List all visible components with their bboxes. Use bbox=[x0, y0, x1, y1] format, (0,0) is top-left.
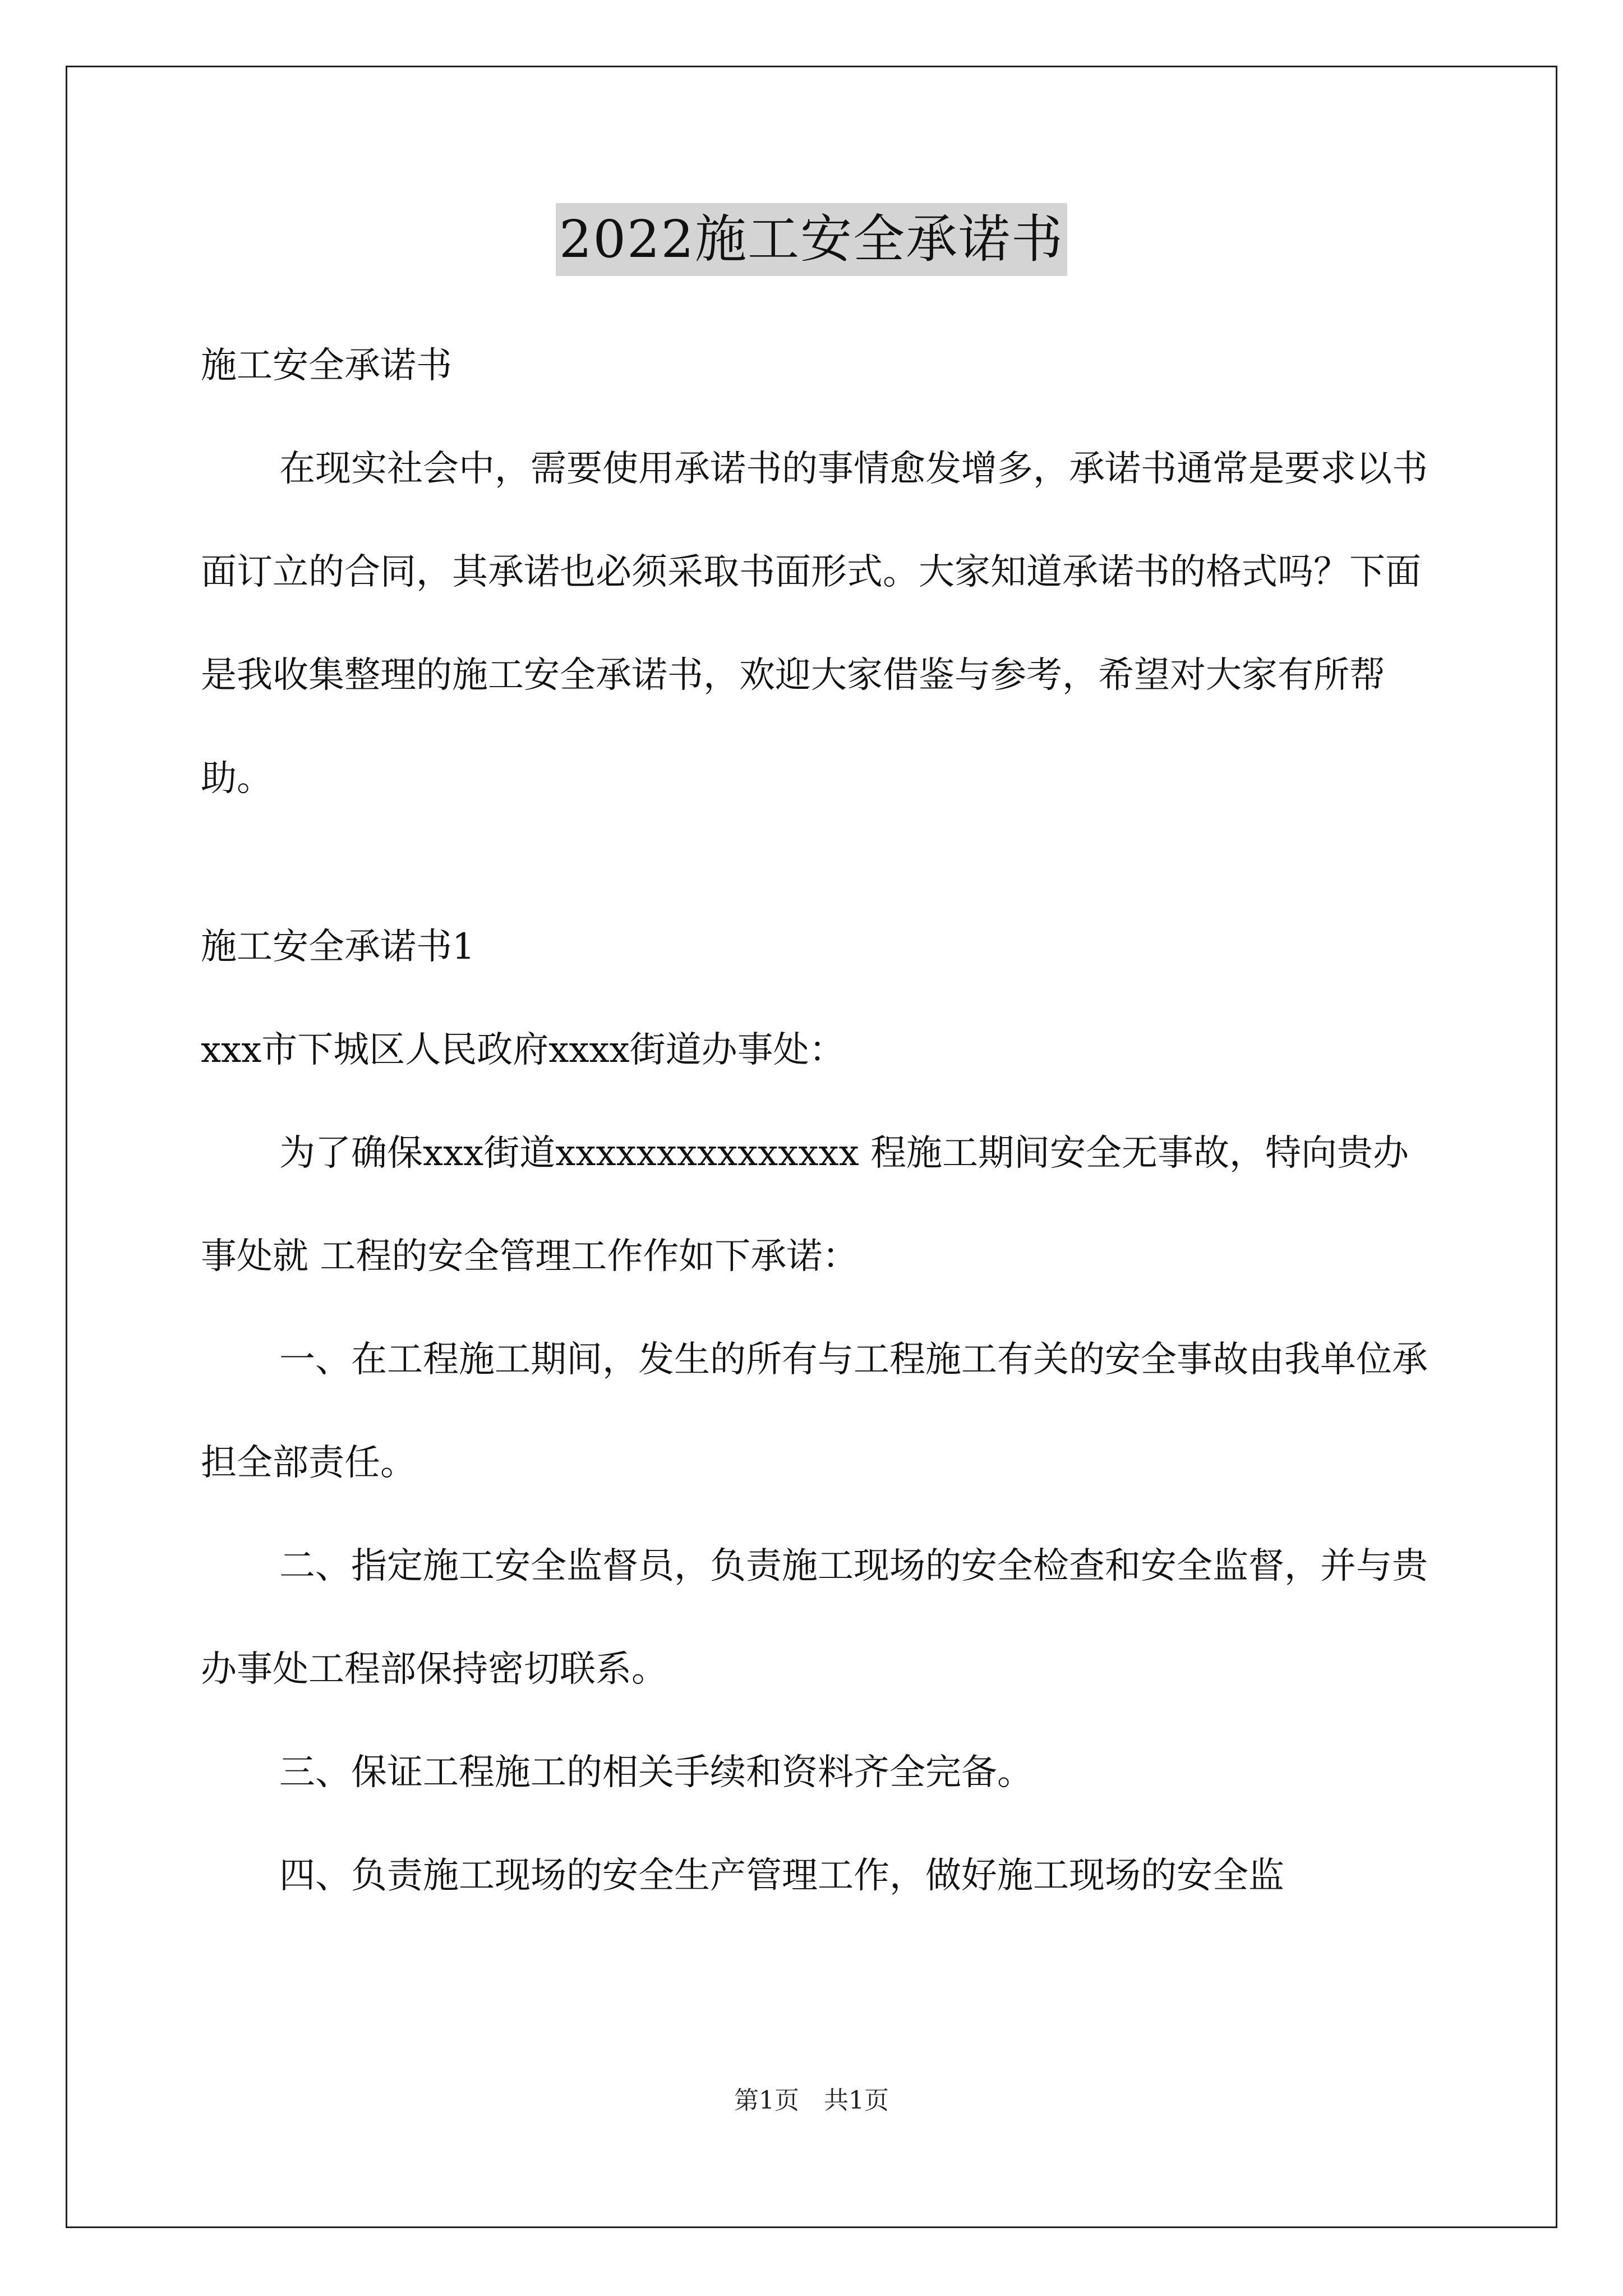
title-container bbox=[0, 203, 1623, 276]
section-heading-1: 施工安全承诺书1 bbox=[201, 926, 475, 968]
addressee-line: xxx市下城区人民政府xxxx街道办事处： bbox=[201, 1029, 845, 1071]
commitment-item-1: 一、在工程施工期间，发生的所有与工程施工有关的安全事故由我单位承担全部责任。 bbox=[201, 1339, 1428, 1484]
commitment-item-2: 二、指定施工安全监督员，负责施工现场的安全检查和安全监督，并与贵办事处工程部保持密切联系。 bbox=[201, 1545, 1428, 1690]
document-body bbox=[201, 314, 1435, 1927]
document-title: 2022施工安全承诺书 bbox=[556, 203, 1067, 276]
paragraph-spacer bbox=[201, 830, 1435, 895]
page-number-footer: 第1页 共1页 bbox=[734, 2086, 889, 2115]
commitment-item-4: 四、负责施工现场的安全生产管理工作，做好施工现场的安全监 bbox=[279, 1855, 1284, 1897]
commitment-item-3: 三、保证工程施工的相关手续和资料齐全完备。 bbox=[279, 1752, 1033, 1793]
section-heading: 施工安全承诺书 bbox=[201, 345, 452, 386]
commitment-intro: 为了确保xxx街道xxxxxxxxxxxxxxx 程施工期间安全无事故，特向贵办事处就 工程的安全管理工作作如下承诺： bbox=[201, 1133, 1409, 1277]
intro-paragraph: 在现实社会中，需要使用承诺书的事情愈发增多，承诺书通常是要求以书面订立的合同，其承诺也必须采取书面形式。大家知道承诺书的格式吗？下面是我收集整理的施工安全承诺书，欢迎大家借鉴与参考，希望对大家有所帮助。 bbox=[201, 448, 1428, 799]
